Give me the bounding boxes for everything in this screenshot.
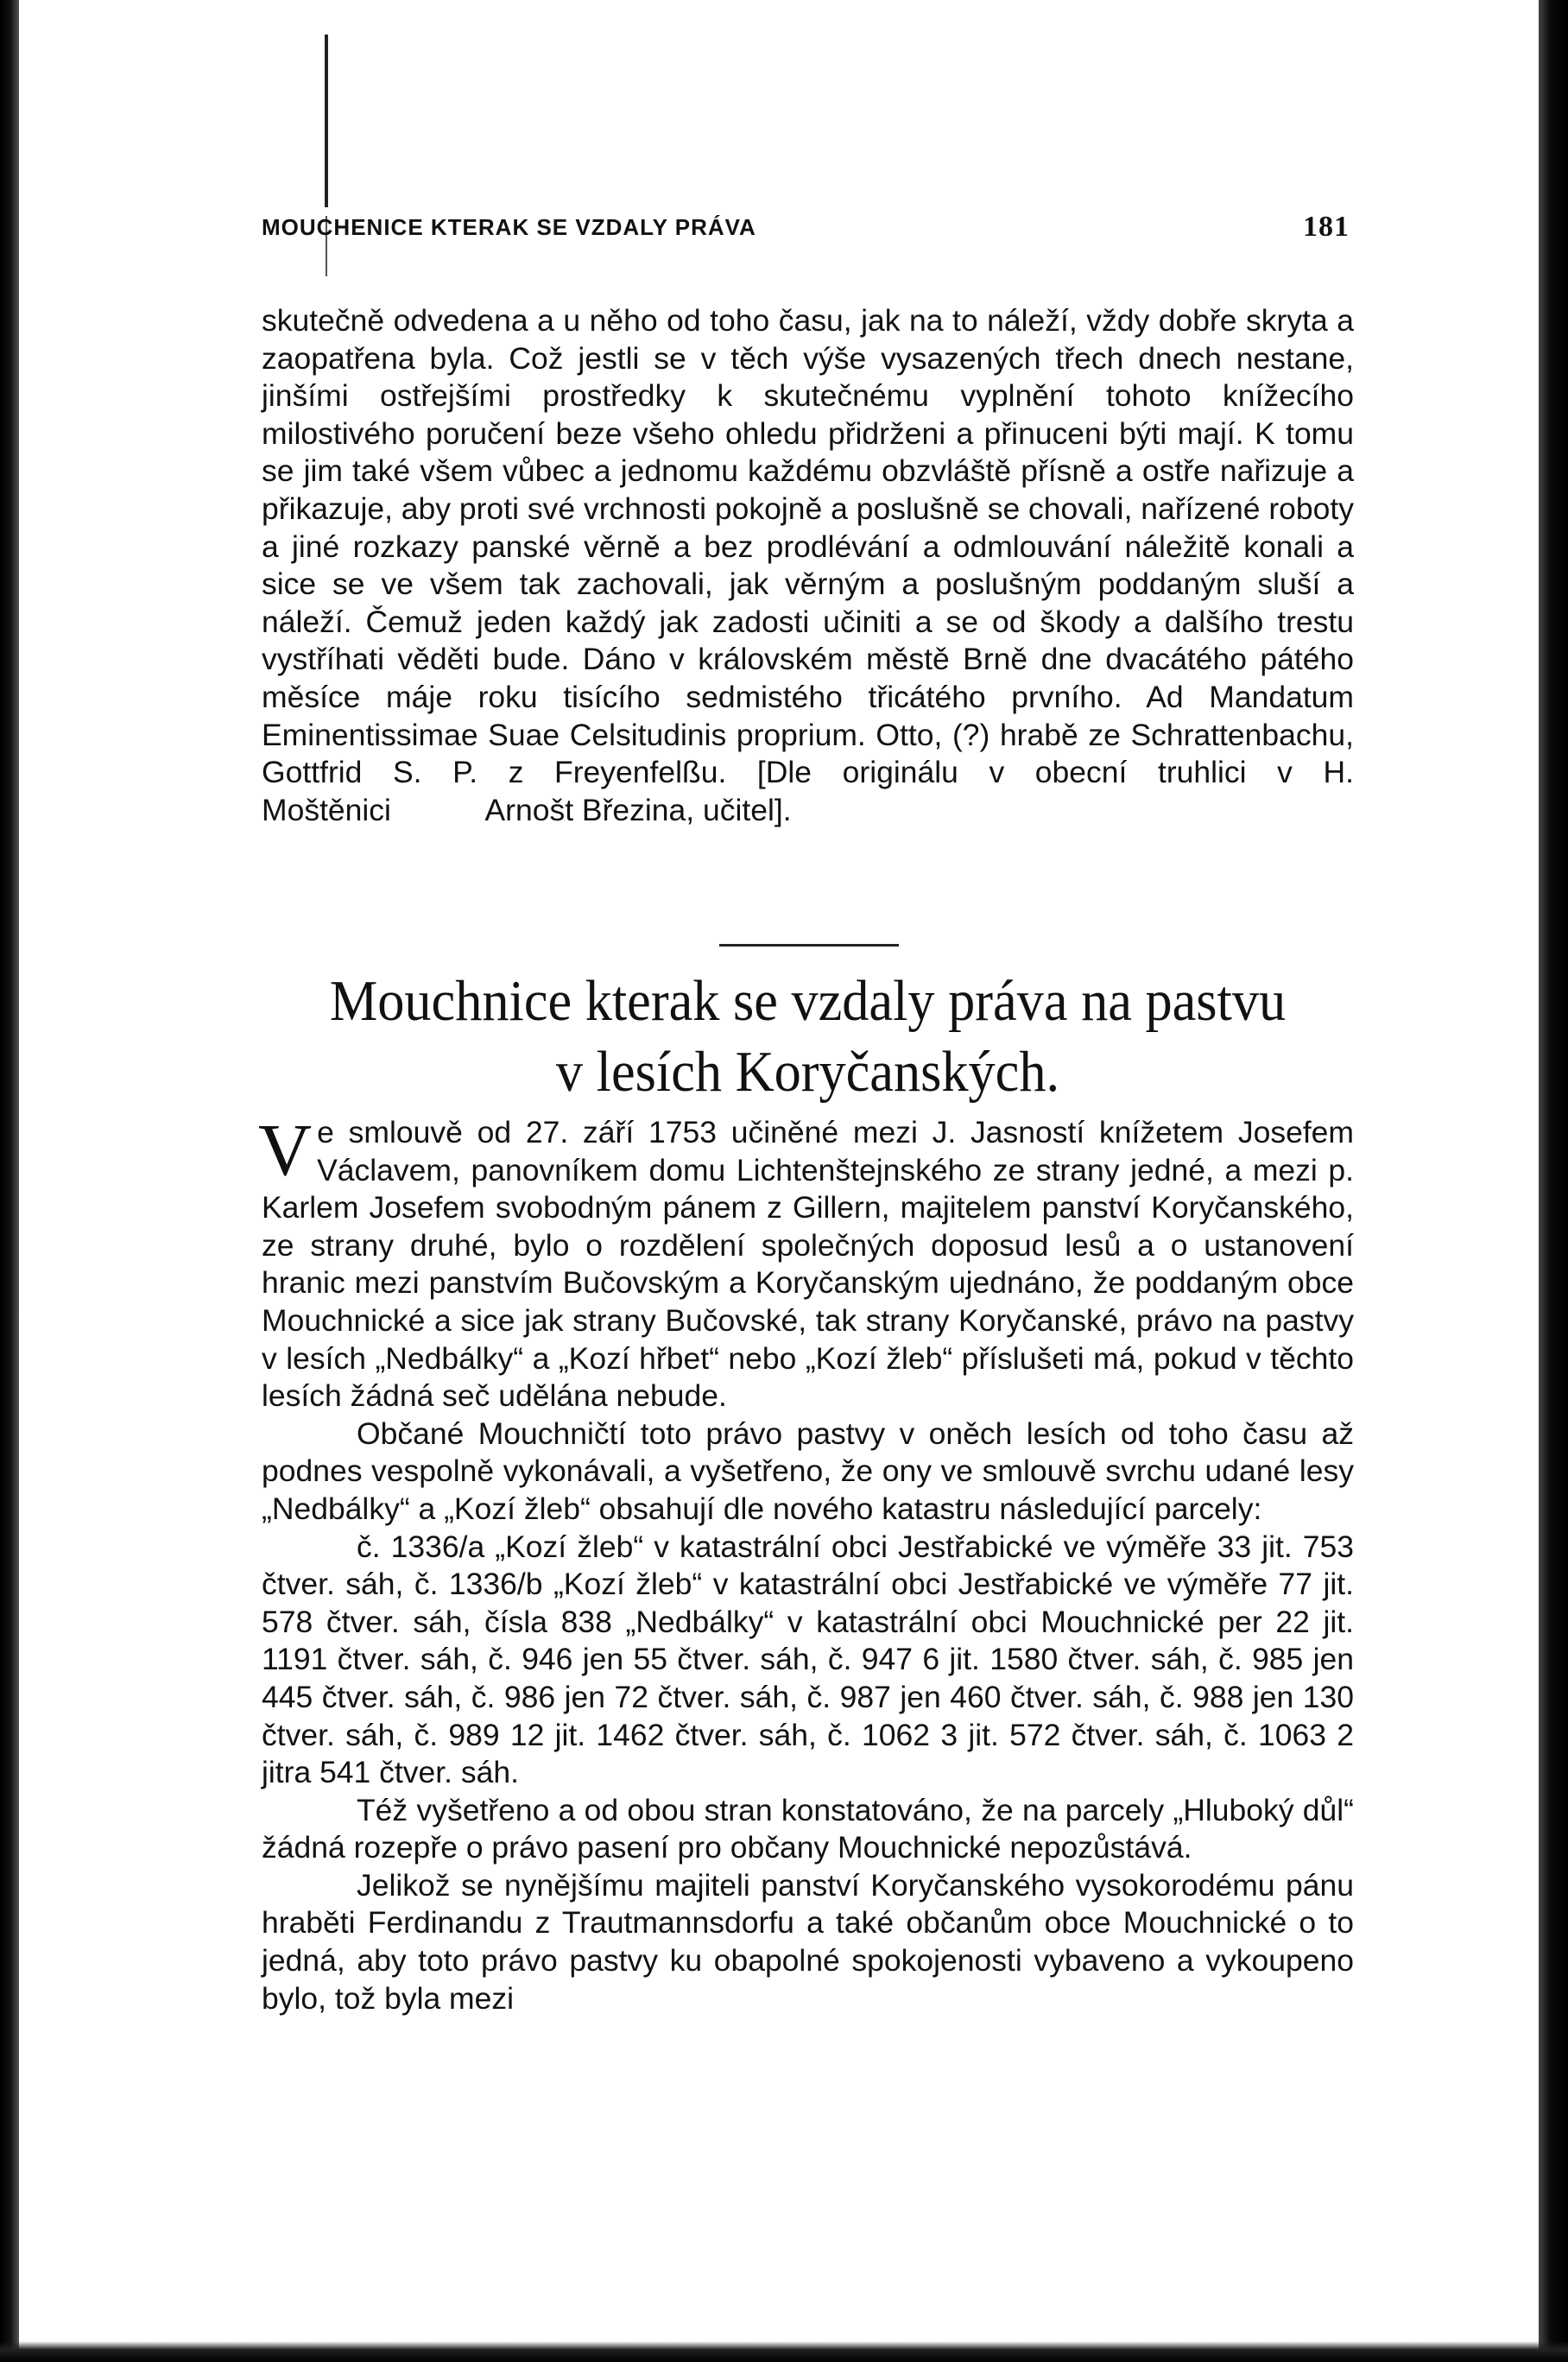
body-paragraph: Též vyšetřeno a od obou stran konstatováno, že na parcely „Hluboký důl“ žádná rozepře o právo pasení pro občany Mouchnické nepozůstává. [262, 1792, 1354, 1865]
scan-artifact-line [325, 35, 328, 207]
scan-border-bottom [0, 2341, 1568, 2362]
body-paragraph [262, 302, 1354, 829]
running-title: MOUCHENICE KTERAK SE VZDALY PRÁVA [262, 214, 756, 240]
article-heading [300, 966, 1315, 1107]
page-number: 181 [1303, 211, 1350, 243]
article-body [258, 1108, 1354, 2017]
paragraph-text: skutečně odvedena a u něho od toho času, jak na to náleží, vždy dobře skryta a zaopatřena byla. Což jestli se v těch výše vysazených třech dnech nestane, jinšími ostřejšími prostředky k skutečnému vyplnění tohoto knížecího milostivého poručení beze všeho ohledu přidrženi a přinuceni býti mají. K tomu se jim také všem vůbec a jednomu každému obzvláště přísně a ostře nařizuje a přikazuje, aby proti své vrchnosti pokojně a poslušně se chovali, nařízené roboty a jiné rozkazy panské věrně a bez prodlévání a odmlouvání náležitě konali a sice se ve všem tak zachovali, jak věrným a poslušným poddaným sluší a náleží. Čemuž jeden každý jak zadosti učiniti a se od škody a dalšího trestu vystříhati věděti bude. Dáno v královském městě Brně dne dvacátého pátého měsíce máje roku tisícího sedmistého třicátého prvního. Ad Mandatum Eminentissimae Suae Celsitudinis proprium. Otto, (?) hrabě ze Schrattenbachu, Gottfrid S. P. z Freyenfelßu. [Dle originálu v obecní truhlici v H. Moštěnici [262, 303, 1354, 827]
scan-border-right [1539, 0, 1568, 2362]
signature: Arnošt Březina, učitel]. [484, 792, 792, 827]
drop-cap: V [258, 1108, 313, 1191]
section-divider [719, 944, 899, 947]
running-header [262, 211, 1350, 245]
scan-border-left [0, 0, 19, 2362]
heading-line-1: Mouchnice kterak se vzdaly práva na pastvu [329, 969, 1287, 1033]
paragraph-text: e smlouvě od 27. září 1753 učiněné mezi J. Jasností knížetem Josefem Václavem, panovníkem domu Lichtenštejnského ze strany jedné, a mezi p. Karlem Josefem svobodným pánem z Gillern, majitelem panství Koryčanského, ze strany druhé, bylo o rozdělení společných doposud lesů a o ustanovení hranic mezi panstvím Bučovským a Koryčanským ujednáno, že poddaným obce Mouchnické a sice jak strany Bučovské, tak strany Koryčanské, právo na pastvy v lesích „Nedbálky“ a „Kozí hřbet“ nebo „Kozí žleb“ příslušeti má, pokud v těchto lesích žádná seč udělána nebude. [262, 1115, 1354, 1414]
heading-line-2: v lesích Koryčanských. [555, 1040, 1060, 1104]
continued-text-block [262, 302, 1354, 829]
body-paragraph [258, 1108, 1354, 1415]
body-paragraph: Občané Mouchničtí toto právo pastvy v oněch lesích od toho času až podnes vespolně vykonávali, a vyšetřeno, že ony ve smlouvě svrchu udané lesy „Nedbálky“ a „Kozí žleb“ obsahují dle nového katastru následující parcely: [262, 1415, 1354, 1526]
body-paragraph: č. 1336/a „Kozí žleb“ v katastrální obci Jestřabické ve výměře 33 jit. 753 čtver. sáh, č. 1336/b „Kozí žleb“ v katastrální obci Jestřabické ve výměře 77 jit. 578 čtver. sáh, čísla 838 „Nedbálky“ v katastrální obci Mouchnické per 22 jit. 1191 čtver. sáh, č. 946 jen 55 čtver. sáh, č. 947 6 jit. 1580 čtver. sáh, č. 985 jen 445 čtver. sáh, č. 986 jen 72 čtver. sáh, č. 987 jen 460 čtver. sáh, č. 988 jen 130 čtver. sáh, č. 989 12 jit. 1462 čtver. sáh, č. 1062 3 jit. 572 čtver. sáh, č. 1063 2 jitra 541 čtver. sáh. [262, 1529, 1354, 1790]
body-paragraph: Jelikož se nynějšímu majiteli panství Koryčanského vysokorodému pánu hraběti Ferdinandu z Trautmannsdorfu a také občanům obce Mouchnické o to jedná, aby toto právo pastvy ku obapolné spokojenosti vybaveno a vykoupeno bylo, tož byla mezi [262, 1867, 1354, 2016]
